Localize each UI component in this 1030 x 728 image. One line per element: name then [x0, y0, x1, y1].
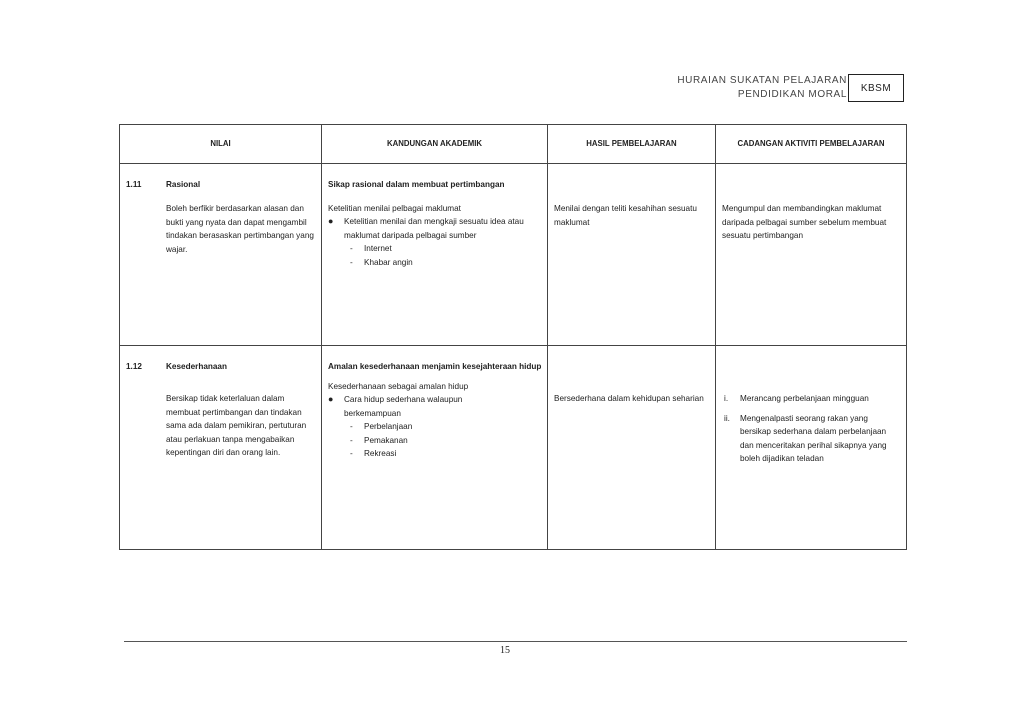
document-header	[677, 74, 847, 102]
kandungan-cell	[322, 164, 548, 346]
cadangan-cell	[716, 346, 907, 550]
sub-item: - Khabar angin	[350, 257, 413, 267]
sub-item: - Pemakanan	[350, 435, 408, 445]
academic-intro: Kesederhanaan sebagai amalan hidup	[328, 381, 469, 391]
header-subtitle: PENDIDIKAN MORAL	[737, 89, 847, 100]
header-title: HURAIAN SUKATAN PELAJARAN	[677, 75, 847, 86]
bullet-item: ● Cara hidup sederhana walaupun berkemampuan	[328, 393, 541, 420]
academic-intro: Ketelitian menilai pelbagai maklumat	[328, 203, 461, 213]
sub-item: - Internet	[350, 244, 392, 253]
col-header-hasil: HASIL PEMBELAJARAN	[548, 125, 716, 164]
page-number: 15	[500, 645, 510, 656]
table-row	[120, 164, 907, 346]
col-header-nilai: NILAI	[120, 125, 322, 164]
value-title: Rasional	[166, 180, 201, 189]
hasil-cell: Bersederhana dalam kehidupan seharian	[548, 346, 716, 550]
hasil-cell: Menilai dengan teliti kesahihan sesuatu maklumat	[548, 164, 716, 346]
syllabus-table	[119, 124, 907, 550]
academic-title: Amalan kesederhanaan menjamin kesejahteraan hidup	[328, 362, 542, 371]
value-description: Bersikap tidak keterlaluan dalam membuat pertimbangan dan tindakan sama ada dalam pemikiran, pertuturan atau perlakuan tanpa mengabaikan kepentingan diri dan orang lain.	[166, 394, 307, 457]
col-header-kandungan: KANDUNGAN AKADEMIK	[322, 125, 548, 164]
value-title: Kesederhanaan	[166, 362, 227, 371]
value-number: 1.12	[126, 362, 142, 371]
sub-item: - Perbelanjaan	[350, 422, 413, 431]
bullet-icon: ●	[328, 216, 334, 226]
value-description: Boleh berfikir berdasarkan alasan dan bukti yang nyata dan dapat mengambil tindakan berasaskan pertimbangan yang wajar.	[166, 204, 314, 254]
table-row	[120, 346, 907, 550]
sub-item: - Rekreasi	[350, 449, 397, 458]
cadangan-cell: Mengumpul dan membandingkan maklumat daripada pelbagai sumber sebelum membuat sesuatu pertimbangan	[716, 164, 907, 346]
nilai-cell	[120, 164, 322, 346]
kandungan-cell	[322, 346, 548, 550]
bullet-item: ● Ketelitian menilai dan mengkaji sesuatu idea atau maklumat daripada pelbagai sumber	[328, 215, 541, 242]
col-header-cadangan: CADANGAN AKTIVITI PEMBELAJARAN	[716, 125, 907, 164]
activity-item: i. Merancang perbelanjaan mingguan	[724, 394, 869, 403]
academic-title: Sikap rasional dalam membuat pertimbangan	[328, 180, 505, 189]
activity-item: ii. Mengenalpasti seorang rakan yang bersikap sederhana dalam perbelanjaan dan menceritakan perihal sikapnya yang boleh dijadikan teladan	[724, 413, 887, 463]
bullet-icon: ●	[328, 394, 334, 404]
table-header-row	[120, 125, 907, 164]
value-number: 1.11	[126, 180, 142, 189]
footer-divider	[124, 641, 907, 642]
kbsm-badge: KBSM	[848, 74, 904, 102]
nilai-cell	[120, 346, 322, 550]
